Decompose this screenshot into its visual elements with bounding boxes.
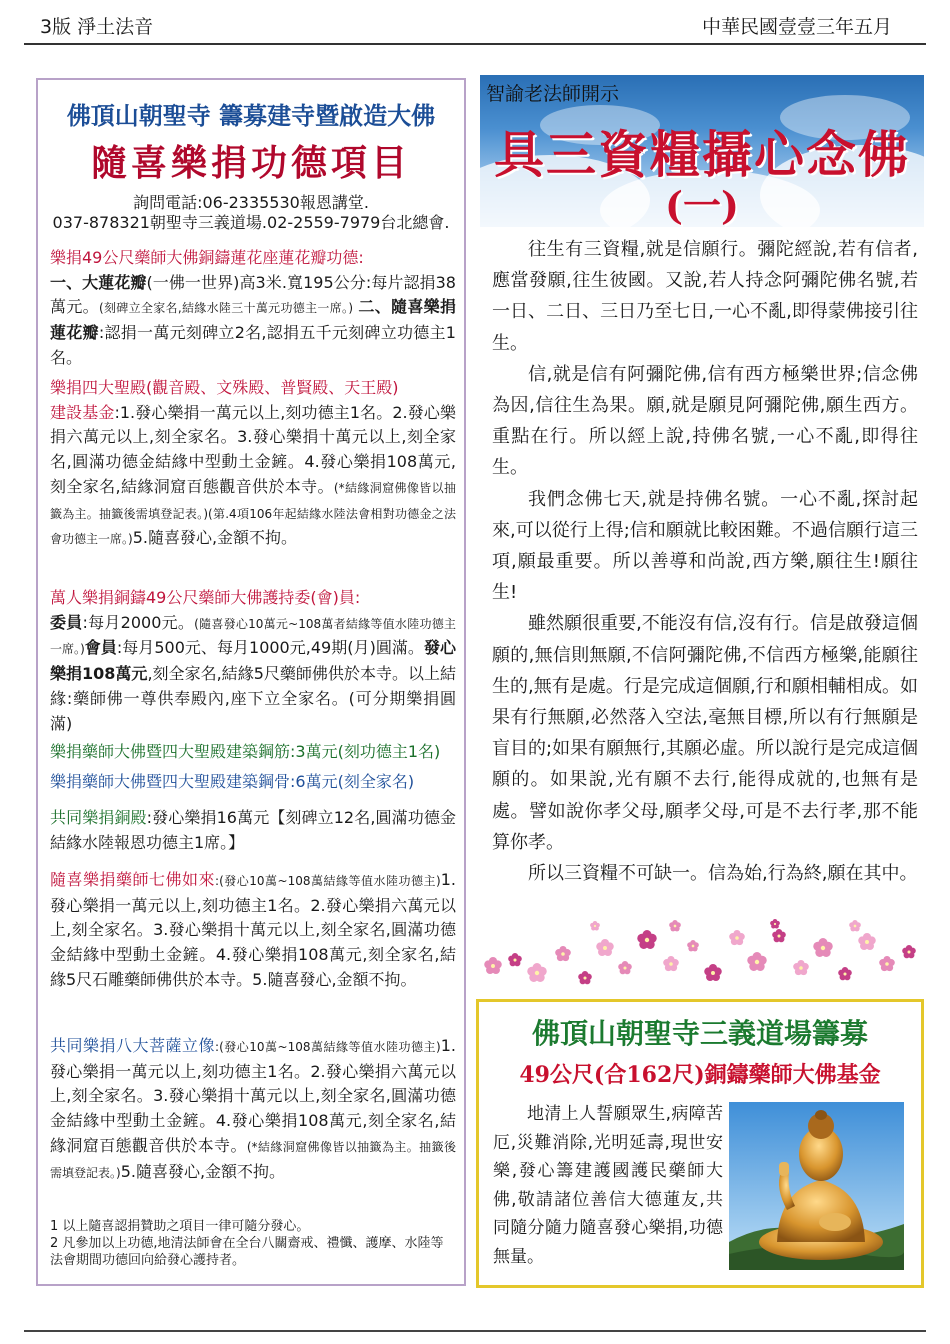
item-text: 5.隨喜發心,金額不拘。 xyxy=(120,1161,286,1181)
flower-icon xyxy=(484,957,502,974)
item-label: 建設基金 xyxy=(50,402,115,422)
section-heading: 樂捐49公尺藥師大佛銅鑄蓮花座蓮花瓣功德: xyxy=(50,248,364,267)
item-note: :(發心10萬~108萬結緣等值水陸功德主) xyxy=(215,874,441,888)
donation-box xyxy=(36,78,466,1286)
flower-icon xyxy=(687,940,699,951)
footer-divider xyxy=(24,1330,926,1332)
donation-subtitle: 佛頂山朝聖寺 籌募建寺暨啟造大佛 xyxy=(66,101,436,130)
flower-icon xyxy=(729,930,745,945)
flower-icon xyxy=(508,953,522,966)
flower-icon xyxy=(747,952,766,971)
header-date: 中華民國壹壹三年五月 xyxy=(701,16,892,38)
contact-line-1: 詢問電話:06-2335530報恩講堂. xyxy=(133,193,369,212)
fundraise-title: 佛頂山朝聖寺三義道場籌募 xyxy=(531,1017,868,1050)
flower-icon xyxy=(879,956,895,971)
item-label: 二、隨喜樂捐蓮花瓣 xyxy=(50,297,456,343)
footnotes xyxy=(50,1218,456,1269)
item-text: 1.發心樂捐一萬元以上,刻功德主1名。2.發心樂捐六萬元以上,刻全家名。3.發心樂捐十萬元以上,刻全家名,圓滿功德金結緣中型動土金鏟。4.發心樂捐108萬元,刻全家名,結緣5尺石雕藥師佛供於本寺。5.隨喜發心,金額不拘。 xyxy=(50,870,456,989)
article-paragraph: 所以三資糧不可缺一。信為始,行為終,願在其中。 xyxy=(528,863,918,885)
item-text: :發心樂捐16萬元【刻碑立12名,圓滿功德金結緣水陸報恩功德主1席。】 xyxy=(50,808,456,852)
contact-line-2: 037-878321朝聖寺三義道場.02-2559-7979台北總會. xyxy=(52,213,450,232)
flower-icon xyxy=(578,971,592,984)
item-label: 一、大蓮花瓣 xyxy=(50,272,147,292)
footnote-2: 2 凡參加以上功德,地清法師會在全台八關齋戒、禮懺、護摩、水陸等法會期間功德回向給發心護持者。 xyxy=(50,1236,444,1268)
item-text: 1.發心樂捐一萬元以上,刻功德主1名。2.發心樂捐六萬元以上,刻全家名。3.發心樂捐十萬元以上,刻全家名,圓滿功德金結緣中型動土金鏟。4.發心樂捐108萬元,刻全家名,結緣洞窟百態觀音供於本寺。 xyxy=(50,1036,456,1155)
line-steel: 樂捐藥師大佛暨四大聖殿建築鋼骨:6萬元(刻全家名) xyxy=(50,772,415,791)
flower-icon xyxy=(637,930,656,949)
section-heading: 萬人樂捐銅鑄49公尺藥師大佛護持委(會)員: xyxy=(50,588,361,607)
item-note: (隨喜發心10萬元~108萬者結緣等值水陸功德主一席。) xyxy=(50,616,456,657)
section-eight-bodhisattvas xyxy=(50,1034,456,1185)
flower-icon xyxy=(849,920,861,931)
banner-subtitle: 智諭老法師開示 xyxy=(486,83,620,105)
item-note: (刻碑立全家名,結緣水陸三十萬元功德主一席。) xyxy=(98,301,354,316)
article-paragraph: 我們念佛七天,就是持佛名號。一心不亂,探討起來,可以從行上得;信和願就比較困難。不過信願行這三項,願最重要。所以善導和尚說,西方樂,願往生!願往生! xyxy=(492,488,918,604)
flower-icon xyxy=(858,933,876,950)
item-text: :1.發心樂捐一萬元以上,刻功德主1名。2.發心樂捐六萬元以上,刻全家名。3.發心樂捐十萬元以上,刻全家名,圓滿功德金結緣中型動土金鏟。4.發心樂捐108萬元,刻全家名,結緣洞窟百態觀音供於本寺。 xyxy=(50,402,456,496)
item-note: :(發心10萬~108萬結緣等值水陸功德主) xyxy=(215,1040,441,1054)
article-paragraph: 雖然願很重要,不能沒有信,沒有行。信是啟發這個願的,無信則無願,不信阿彌陀佛,不信西方極樂,能願往生的,無有是處。行是完成這個願,行和願相輔相成。如果有行無願,必然落入空法,毫無目標,所以有行無願是盲目的;如果有願無行,其願必虛。所以說行是完成這個願的。如果說,光有願不去行,能得成就的,也無有是處。譬如說你孝父母,願孝父母,可是不去行孝,那不能算你孝。 xyxy=(492,613,918,853)
fundraise-text xyxy=(493,1100,723,1272)
flower-icon xyxy=(555,946,571,961)
flower-icon xyxy=(902,945,916,958)
item-label: 委員 xyxy=(50,612,83,632)
item-text: 5.隨喜發心,金額不拘。 xyxy=(132,528,298,548)
section-four-halls xyxy=(50,376,456,552)
item-text: :每月2000元。 xyxy=(82,612,195,632)
buddha-statue-image xyxy=(729,1102,904,1270)
item-label: 共同樂捐銅殿 xyxy=(50,808,147,827)
header-divider xyxy=(24,43,926,45)
section-heading: 樂捐四大聖殿(觀音殿、文殊殿、普賢殿、天王殿) xyxy=(50,378,399,397)
item-note: (*結緣洞窟佛像皆以抽籤為主。抽籤後需填登記表。) xyxy=(50,1139,456,1180)
article-banner xyxy=(480,75,924,227)
line-rebar: 樂捐藥師大佛暨四大聖殿建築鋼筋:3萬元(刻功德主1名) xyxy=(50,742,441,761)
article-paragraph: 信,就是信有阿彌陀佛,信有西方極樂世界;信念佛為因,信往生為果。願,就是願見阿彌陀佛,願生西方。重點在行。所以經上說,持佛名號,一心不亂,即得往生。 xyxy=(492,363,918,479)
contact-info xyxy=(48,193,454,233)
item-text: ,刻全家名,結緣5尺藥師佛供於本寺。以上結緣:藥師佛一尊供奉殿內,座下立全家名。(可分期樂捐圓滿) xyxy=(50,664,456,733)
banner-part: (一) xyxy=(665,183,739,227)
section-committee xyxy=(50,586,456,736)
article-body xyxy=(492,234,918,889)
flower-icon xyxy=(704,964,722,981)
flower-icon xyxy=(793,960,809,975)
item-text: :認捐一萬元刻碑立2名,認捐五千元刻碑立功德主1名。 xyxy=(50,323,456,367)
item-text: :每月500元、每月1000元,49期(月)圓滿。 xyxy=(116,638,424,658)
footnote-1: 1 以上隨喜認捐贊助之項目一律可隨分發心。 xyxy=(50,1219,310,1234)
section-lotus-petals xyxy=(50,246,456,371)
flower-icon xyxy=(596,939,614,956)
item-label: 共同樂捐八大菩薩立像 xyxy=(50,1036,216,1055)
flower-icon xyxy=(590,921,600,930)
item-label: 會員 xyxy=(84,638,117,658)
header-left: 3版 淨土法音 xyxy=(40,16,154,38)
item-text: (一佛一世界)高3米.寬195公分:每片認捐38萬元。 xyxy=(50,272,456,317)
fundraise-subtitle: 49公尺(合162尺)銅鑄藥師大佛基金 xyxy=(519,1062,881,1088)
fundraise-box xyxy=(476,999,924,1288)
flower-icon xyxy=(663,956,679,971)
section-bronze-hall xyxy=(50,806,456,855)
item-note: (*結緣洞窟佛像皆以抽籤為主。抽籤後需填登記表。)(第.4項106年起結緣水陸法會相對功德金之法會功德主一席。) xyxy=(50,480,456,547)
flower-icon xyxy=(669,920,681,931)
flower-icon xyxy=(527,963,546,982)
item-label: 隨喜樂捐藥師七佛如來 xyxy=(50,870,216,889)
flower-icon xyxy=(770,919,780,928)
fundraise-paragraph: 地清上人誓願眾生,病障苦厄,災難消除,光明延壽,現世安樂,發心籌建護國護民藥師大佛,敬請諸位善信大德蓮友,共同隨分隨力隨喜發心樂捐,功德無量。 xyxy=(493,1104,723,1267)
section-seven-buddhas xyxy=(50,868,456,993)
flower-icon xyxy=(772,929,786,942)
donation-title: 隨喜樂捐功德項目 xyxy=(90,142,411,184)
banner-title: 具三資糧攝心念佛 xyxy=(494,125,910,184)
item-label: 發心樂捐108萬元 xyxy=(50,638,456,684)
flower-icon xyxy=(813,938,832,957)
flower-icon xyxy=(618,961,632,974)
flower-icon xyxy=(838,967,852,980)
article-paragraph: 往生有三資糧,就是信願行。彌陀經說,若有信者,應當發願,往生彼國。又說,若人持念阿彌陀佛名號,若一日、二日、三日乃至七日,一心不亂,即得蒙佛接引往生。 xyxy=(492,239,918,354)
flower-decoration xyxy=(475,918,925,993)
